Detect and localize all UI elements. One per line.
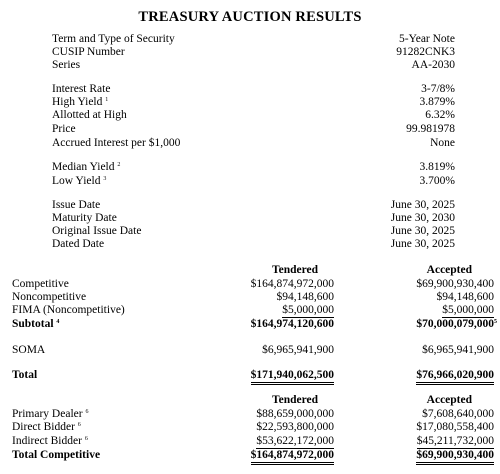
- noncompetitive-tendered: $94,148,600: [276, 291, 334, 303]
- series-label: Series: [52, 59, 81, 71]
- tendered-header-2: Tendered: [271, 394, 318, 406]
- total-competitive-accepted: $69,900,930,400: [416, 449, 494, 465]
- accrued-interest-label: Accrued Interest per $1,000: [52, 137, 181, 149]
- footnote-marker: 3: [103, 176, 107, 182]
- dated-date-label: Dated Date: [52, 238, 105, 250]
- dated-date-value: June 30, 2025: [390, 238, 455, 250]
- competitive-accepted: $69,900,930,400: [416, 278, 494, 290]
- fima-label: FIMA (Noncompetitive): [12, 304, 125, 316]
- primary-dealer-label: Primary Dealer $^6$: [12, 408, 89, 420]
- noncompetitive-accepted: $94,148,600: [436, 291, 494, 303]
- median-yield-label: Median Yield $^2$: [52, 161, 121, 173]
- footnote-marker: 6: [77, 422, 81, 428]
- maturity-date-value: June 30, 2030: [390, 212, 455, 224]
- footnote-marker: 6: [84, 436, 88, 442]
- subtotal-accepted: $70,000,079,000$^5$: [416, 318, 497, 330]
- accrued-interest-value: None: [430, 137, 455, 149]
- original-issue-date-label: Original Issue Date: [52, 225, 142, 237]
- footnote-marker: 1: [105, 97, 109, 103]
- subtotal-label: Subtotal $^4$: [12, 318, 60, 330]
- series-value: AA-2030: [411, 59, 455, 71]
- soma-tendered: $6,965,941,900: [262, 344, 334, 356]
- direct-bidder-accepted: $17,080,558,400: [416, 421, 494, 433]
- low-yield-label: Low Yield $^3$: [52, 175, 107, 187]
- issue-date-value: June 30, 2025: [390, 199, 455, 211]
- direct-bidder-tendered: $22,593,800,000: [256, 421, 334, 433]
- allotted-label: Allotted at High: [52, 109, 127, 121]
- noncompetitive-label: Noncompetitive: [12, 291, 87, 303]
- price-value: 99.981978: [406, 123, 455, 135]
- accepted-header: Accepted: [426, 264, 472, 276]
- low-yield-value: 3.700%: [419, 175, 455, 187]
- high-yield-value: 3.879%: [419, 96, 455, 108]
- footnote-marker: 6: [85, 409, 89, 415]
- fima-tendered: $5,000,000: [282, 304, 334, 316]
- soma-accepted: $6,965,941,900: [422, 344, 494, 356]
- total-competitive-tendered: $164,874,972,000: [251, 449, 334, 465]
- indirect-bidder-label: Indirect Bidder $^6$: [12, 435, 88, 447]
- total-competitive-label: Total Competitive: [12, 449, 101, 461]
- footnote-marker: 2: [117, 162, 121, 168]
- cusip-value: 91282CNK3: [396, 46, 455, 58]
- indirect-bidder-accepted: $45,211,732,000: [416, 435, 494, 447]
- tendered-header: Tendered: [271, 264, 318, 276]
- price-label: Price: [52, 123, 76, 135]
- original-issue-date-value: June 30, 2025: [390, 225, 455, 237]
- competitive-label: Competitive: [12, 278, 69, 290]
- interest-rate-label: Interest Rate: [52, 83, 111, 95]
- total-label: Total: [12, 369, 38, 381]
- allotted-value: 6.32%: [425, 109, 455, 121]
- footnote-marker: 5: [494, 319, 497, 325]
- maturity-date-label: Maturity Date: [52, 212, 117, 224]
- accepted-header-2: Accepted: [426, 394, 472, 406]
- issue-date-label: Issue Date: [52, 199, 101, 211]
- security-term-label: Term and Type of Security: [52, 33, 175, 45]
- subtotal-tendered: $164,974,120,600: [250, 318, 334, 330]
- security-term-value: 5-Year Note: [398, 33, 455, 45]
- median-yield-value: 3.819%: [419, 161, 455, 173]
- soma-label: SOMA: [12, 344, 46, 356]
- primary-dealer-tendered: $88,659,000,000: [256, 408, 334, 420]
- direct-bidder-label: Direct Bidder $^6$: [12, 421, 81, 433]
- footnote-marker: 4: [56, 319, 60, 325]
- competitive-tendered: $164,874,972,000: [250, 278, 334, 290]
- fima-accepted: $5,000,000: [442, 304, 494, 316]
- total-accepted: $76,966,020,900: [416, 369, 494, 385]
- interest-rate-value: 3-7/8%: [421, 83, 455, 95]
- indirect-bidder-tendered: $53,622,172,000: [256, 435, 334, 447]
- page-title: TREASURY AUCTION RESULTS: [138, 9, 362, 25]
- total-tendered: $171,940,062,500: [251, 369, 334, 385]
- cusip-label: CUSIP Number: [52, 46, 125, 58]
- primary-dealer-accepted: $7,608,640,000: [422, 408, 494, 420]
- high-yield-label: High Yield $^1$: [52, 96, 109, 108]
